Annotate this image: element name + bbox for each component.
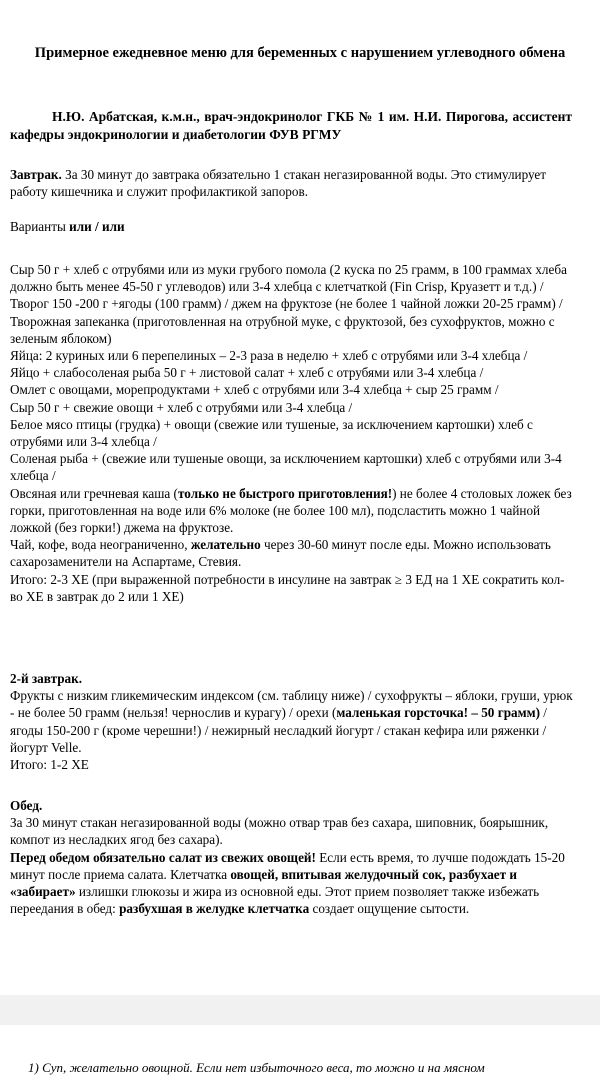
list-item: Творог 150 -200 г +ягоды (100 грамм) / джем на фруктозе (не более 1 чайной ложки 20-25 грамм) / xyxy=(10,296,563,312)
author-line: Н.Ю. Арбатская, к.м.н., врач-эндокринолог ГКБ № 1 им. Н.И. Пирогова, ассистент кафедры эндокринологии и диабетологии ФУВ РГМУ xyxy=(10,109,572,142)
list-item: Яйцо + слабосоленая рыба 50 г + листовой салат + хлеб с отрубями или 3-4 хлебца / xyxy=(10,365,484,381)
list-item: Творожная запеканка (приготовленная на отрубной муке, с фруктозой, без сухофруктов, можно с зеленым яблоком) xyxy=(10,313,555,346)
list-item: Сыр 50 г + хлеб с отрубями или из муки грубого помола (2 куска по 25 грамм, в 100 граммах хлеба должно быть менее 45-50 г углеводов) или 3-4 хлебца с клетчаткой (Fin Crisp, Круазетт и т.д.) / xyxy=(10,262,567,295)
lunch-heading: Обед. xyxy=(10,798,43,813)
second-breakfast-section: 2-й завтрак. Фрукты с низким гликемическим индексом (см. таблицу ниже) / сухофрукты – яблоки, груши, урюк - не более 50 грамм (нельзя! чернослив и курагу) / орехи (маленькая горсточка! – 50 грамм) / ягоды 150-200 г (кроме черешни!) / нежирный несладкий йогурт / стакан кефира или ряженки / йогурт Velle. Итого: 1-2 ХЕ xyxy=(10,670,576,773)
porridge-paragraph: Овсяная или гречневая каша (только не быстрого приготовления!) не более 4 столовых ложек без горки, приготовленная на воде или 6% молоке (не более 100 мл), подсластить можно 1 чайной ложкой (без горки!) джема на фруктозе. xyxy=(10,485,572,536)
breakfast-intro: Завтрак. За 30 минут до завтрака обязательно 1 стакан негазированной воды. Это стимулирует работу кишечника и служит профилактикой запоров. xyxy=(10,167,547,200)
next-page xyxy=(0,1025,600,1075)
list-item: Сыр 50 г + свежие овощи + хлеб с отрубями или 3-4 хлебца / xyxy=(10,399,353,415)
list-item: Яйца: 2 куриных или 6 перепелиных – 2-3 раза в неделю + хлеб с отрубями или 3-4 хлебца / xyxy=(10,348,528,364)
list-item: Омлет с овощами, морепродуктами + хлеб с отрубями или 3-4 хлебца + сыр 25 грамм / xyxy=(10,382,499,398)
list-item: Соленая рыба + (свежие или тушеные овощи, за исключением картошки) хлеб с отрубями или 3-4 хлебца / xyxy=(10,451,562,484)
next-page-text: 1) Суп, желательно овощной. Если нет избыточного веса, то можно и на мясном xyxy=(28,1060,485,1075)
second-breakfast-heading: 2-й завтрак. xyxy=(10,671,83,686)
breakfast-options xyxy=(10,261,576,605)
variants-line: Варианты или / или xyxy=(10,219,125,234)
list-item: Белое мясо птицы (грудка) + овощи (свежие или тушеные, за исключением картошки) хлеб с отрубями или 3-4 хлебца / xyxy=(10,416,533,450)
second-breakfast-total: Итого: 1-2 ХЕ xyxy=(10,757,89,773)
drinks-paragraph: Чай, кофе, вода неограниченно, желательно через 30-60 минут после еды. Можно использовать сахарозаменители на Аспартаме, Стевия. xyxy=(10,537,551,570)
breakfast-heading: Завтрак. xyxy=(10,167,62,182)
page-title: Примерное ежедневное меню для беременных с нарушением углеводного обмена xyxy=(34,45,566,61)
lunch-section: Обед. За 30 минут стакан негазированной воды (можно отвар трав без сахара, шиповник, боярышник, компот из несладких ягод без сахара). Перед обедом обязательно салат из свежих овощей! Если есть время, то лучше подождать 15-20 минут после приема салата. Клетчатка овощей, впитывая желудочный сок, разбухает и «забирает» излишки глюкозы и жира из основной еды. Этот прием позволяет также избежать переедания в обед: разбухшая в желудке клетчатка создает ощущение сытости. xyxy=(10,798,565,917)
breakfast-total: Итого: 2-3 ХЕ (при выраженной потребности в инсулине на завтрак ≥ 3 ЕД на 1 ХЕ сократить кол-во ХЕ в завтрак до 2 или 1 ХЕ) xyxy=(10,571,565,604)
page-gap xyxy=(0,995,600,1025)
